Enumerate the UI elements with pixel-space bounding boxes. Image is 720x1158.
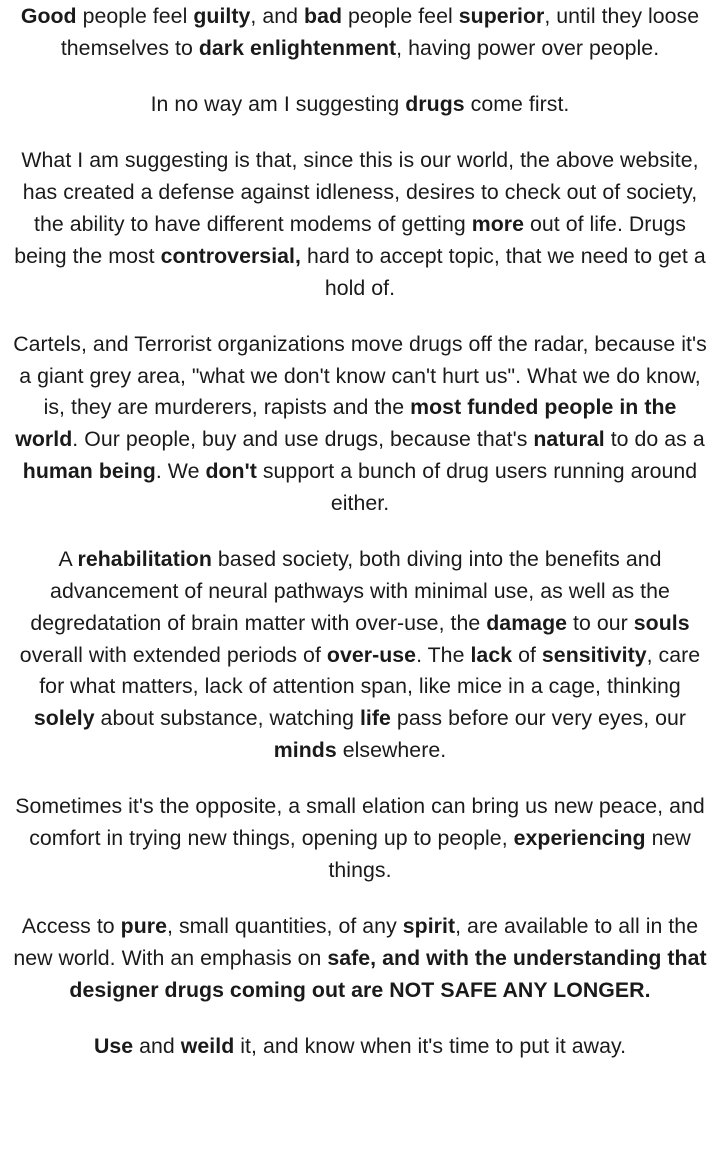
text-segment: hard to accept topic, that we need to get a hold of. <box>301 243 706 300</box>
text-segment: safe, and with the understanding that designer drugs coming out are NOT SAFE ANY LONGER. <box>69 945 707 1002</box>
text-segment: Cartels, and Terrorist organizations move drugs off the radar, because it's a giant grey area, "what we don't know can't hurt us". What we do know, is, they are murderers, rapists and the <box>13 331 707 420</box>
text-segment: souls <box>633 610 690 635</box>
text-segment: don't <box>205 459 257 484</box>
text-segment: , having power over people. <box>396 35 660 60</box>
text-segment: . The <box>416 642 471 667</box>
text-segment: based society, both diving into the benefits and advancement of neural pathways with minimal use, as well as the degredatation of brain matter with over-use, the <box>30 547 670 635</box>
text-segment: come first. <box>464 92 570 117</box>
text-segment: experiencing <box>513 826 646 851</box>
paragraph-no-way <box>10 89 710 121</box>
text-segment: natural <box>533 427 605 452</box>
paragraph-good-people <box>10 1 710 65</box>
text-segment: Access to <box>21 914 121 939</box>
text-segment: people feel <box>76 4 194 28</box>
text-segment: , and <box>250 4 305 28</box>
text-segment: life <box>359 706 391 731</box>
text-segment: lack <box>470 642 513 667</box>
text-segment: more <box>471 211 524 236</box>
text-segment: most funded people in the world <box>15 395 677 452</box>
text-segment: weild <box>180 1034 235 1059</box>
text-segment: In no way am I suggesting <box>150 92 406 117</box>
text-segment: , until they loose themselves to <box>60 4 700 60</box>
paragraph-access <box>10 911 710 1006</box>
text-segment: Use <box>93 1034 134 1059</box>
text-segment: sensitivity <box>541 642 647 667</box>
text-segment: bad <box>304 4 343 28</box>
text-segment: pass before our very eyes, our <box>390 706 687 731</box>
text-segment: , are available to all in the new world. With an emphasis on <box>13 914 699 970</box>
text-segment: solely <box>33 706 95 731</box>
text-segment: overall with extended periods of <box>19 642 327 667</box>
text-segment: out of life. Drugs being the most <box>14 211 686 268</box>
paragraph-sometimes <box>10 791 710 886</box>
text-segment: , care for what matters, lack of attention span, like mice in a cage, thinking <box>39 642 701 699</box>
paragraph-what-i-suggest <box>10 145 710 304</box>
text-segment: What I am suggesting is that, since this is our world, the above website, has created a defense against idleness, desires to check out of society, the ability to have different modems of getting <box>21 148 699 236</box>
text-segment: new things. <box>328 826 691 882</box>
text-segment: damage <box>486 610 568 635</box>
text-segment: spirit <box>402 914 456 939</box>
text-segment: drugs <box>405 92 465 117</box>
text-segment: elsewhere. <box>336 737 447 762</box>
text-segment: A <box>58 547 78 572</box>
text-segment: Good <box>20 4 77 28</box>
text-segment: over-use <box>326 642 417 667</box>
text-segment: minds <box>273 737 337 762</box>
text-segment: pure <box>120 914 168 939</box>
text-segment: support a bunch of drug users running around either. <box>256 459 698 515</box>
text-segment: guilty <box>193 4 251 28</box>
text-segment: rehabilitation <box>77 547 212 572</box>
text-segment: and <box>133 1034 181 1059</box>
text-segment: dark enlightenment <box>198 35 397 60</box>
text-segment: human being <box>22 459 156 484</box>
text-segment: superior <box>458 4 545 28</box>
paragraph-use-and-weild <box>10 1031 710 1063</box>
text-segment: it, and know when it's time to put it away. <box>234 1034 627 1059</box>
text-segment: controversial, <box>160 243 301 268</box>
text-segment: . We <box>155 459 206 484</box>
text-segment: to our <box>567 610 634 635</box>
text-segment: of <box>512 642 542 667</box>
text-segment: Sometimes it's the opposite, a small elation can bring us new peace, and comfort in trying new things, opening up to people, <box>15 794 705 851</box>
paragraph-cartels <box>10 329 710 520</box>
text-segment: about substance, watching <box>94 706 360 731</box>
text-segment: , small quantities, of any <box>167 914 403 939</box>
document-body <box>0 1 720 1063</box>
text-segment: to do as a <box>604 427 705 452</box>
text-segment: people feel <box>342 4 459 28</box>
paragraph-rehabilitation <box>10 544 710 767</box>
text-segment: . Our people, buy and use drugs, because that's <box>72 427 534 452</box>
